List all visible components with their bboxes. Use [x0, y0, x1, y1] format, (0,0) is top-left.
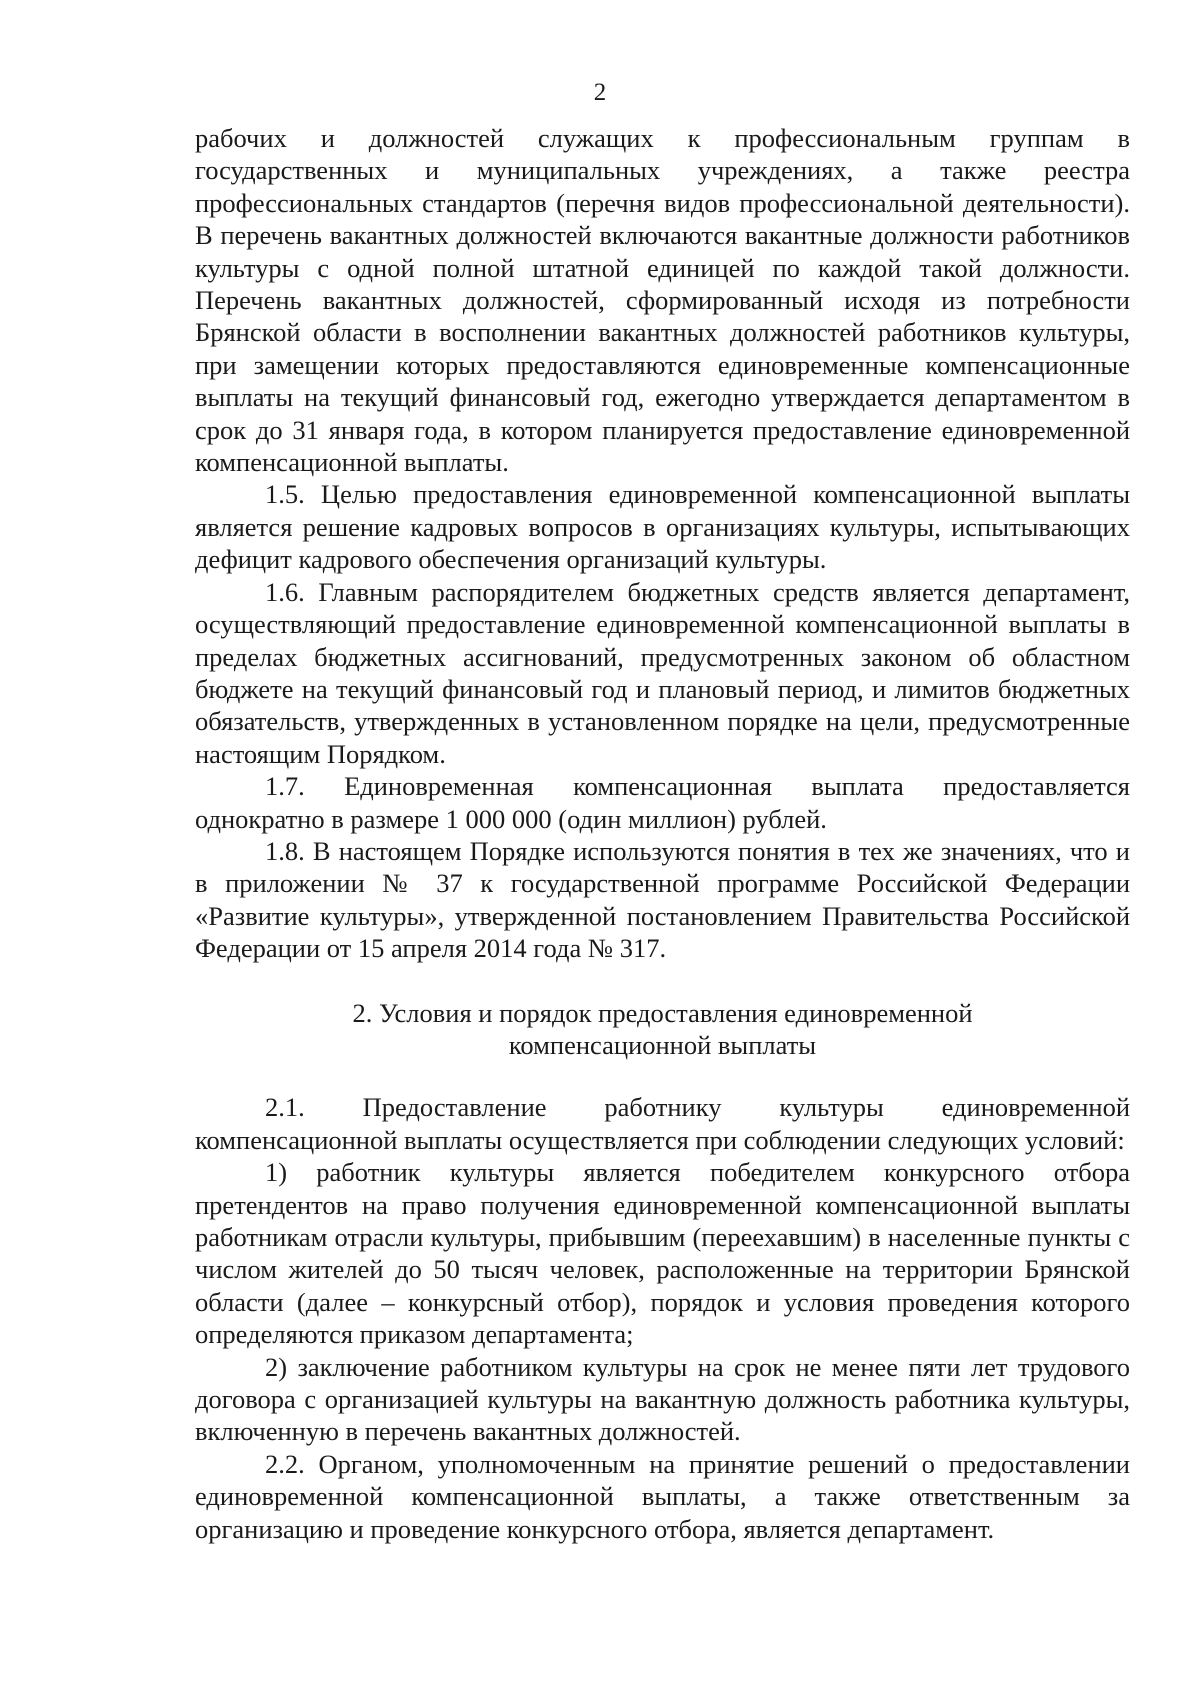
paragraph-1-8: 1.8. В настоящем Порядке используются понятия в тех же значениях, что и в приложении № 37 к государственной программе Российской Федерации «Развитие культуры», утвержденной постановлением Правительства Российской Федерации от 15 апреля 2014 года № 317.: [195, 835, 1130, 964]
paragraph-1-7: 1.7. Единовременная компенсационная выплата предоставляется однократно в размере 1 000 000 (один миллион) рублей.: [195, 771, 1130, 834]
section-2-title-line-2: компенсационной выплаты: [508, 1029, 817, 1060]
section-2-title-line-1: 2. Условия и порядок предоставления единовременной: [352, 997, 973, 1028]
document-body: [195, 122, 1130, 1545]
paragraph-1-5: 1.5. Целью предоставления единовременной компенсационной выплаты является решение кадровых вопросов в организациях культуры, испытывающих дефицит кадрового обеспечения организаций культуры.: [195, 479, 1130, 575]
paragraph-1-6: 1.6. Главным распорядителем бюджетных средств является департамент, осуществляющий предоставление единовременной компенсационной выплаты в пределах бюджетных ассигнований, предусмотренных законом об областном бюджете на текущий финансовый год и плановый период, и лимитов бюджетных обязательств, утвержденных в установленном порядке на цели, предусмотренные настоящим Порядком.: [195, 576, 1130, 769]
paragraph-2-1: 2.1. Предоставление работнику культуры единовременной компенсационной выплаты осуществляется при соблюдении следующих условий:: [195, 1092, 1130, 1155]
paragraph-2-2: 2.2. Органом, уполномоченным на принятие решений о предоставлении единовременной компенсационной выплаты, а также ответственным за организацию и проведение конкурсного отбора, является департамент.: [195, 1448, 1130, 1544]
list-item-condition-1: 1) работник культуры является победителем конкурсного отбора претендентов на право получения единовременной компенсационной выплаты работникам отрасли культуры, прибывшим (переехавшим) в населенные пункты с числом жителей до 50 тысяч человек, расположенные на территории Брянской области (далее – конкурсный отбор), порядок и условия проведения которого определяются приказом департамента;: [195, 1157, 1130, 1350]
section-2-title: [195, 997, 1130, 1062]
paragraph-continuation: рабочих и должностей служащих к профессиональным группам в государственных и муниципальных учреждениях, а также реестра профессиональных стандартов (перечня видов профессиональной деятельности). В перечень вакантных должностей включаются вакантные должности работников культуры с одной полной штатной единицей по каждой такой должности. Перечень вакантных должностей, сформированный исходя из потребности Брянской области в восполнении вакантных должностей работников культуры, при замещении которых предоставляются единовременные компенсационные выплаты на текущий финансовый год, ежегодно утверждается департаментом в срок до 31 января года, в котором планируется предоставление единовременной компенсационной выплаты.: [195, 123, 1130, 478]
page-number: 2: [593, 79, 607, 106]
list-item-condition-2: 2) заключение работником культуры на срок не менее пяти лет трудового договора с организацией культуры на вакантную должность работника культуры, включенную в перечень вакантных должностей.: [195, 1351, 1130, 1447]
